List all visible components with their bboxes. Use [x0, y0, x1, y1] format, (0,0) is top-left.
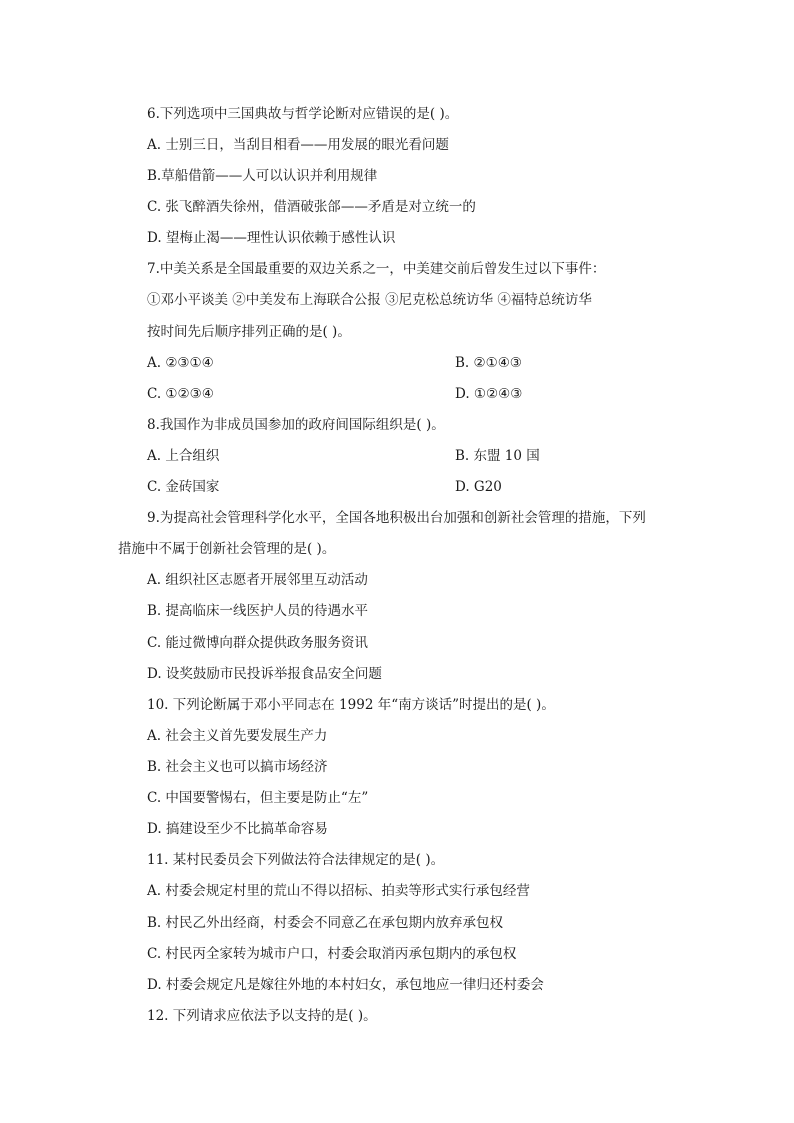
- q11-option-a: A. 村委会规定村里的荒山不得以招标、拍卖等形式实行承包经营: [147, 883, 530, 899]
- q8-option-c: C. 金砖国家: [147, 479, 220, 495]
- q6-option-a: A. 士别三日，当刮目相看——用发展的眼光看问题: [147, 137, 449, 153]
- q10-option-a: A. 社会主义首先要发展生产力: [147, 728, 328, 744]
- q8-option-a: A. 上合组织: [147, 448, 220, 464]
- q9-stem-line1: 9.为提高社会管理科学化水平，全国各地积极出台加强和创新社会管理的措施，下列: [147, 510, 646, 526]
- q8-option-b: B. 东盟 10 国: [455, 448, 540, 464]
- q10-stem: 10. 下列论断属于邓小平同志在 1992 年“南方谈话”时提出的是( )。: [147, 697, 555, 713]
- q7-option-a: A. ②③①④: [147, 355, 214, 371]
- q8-option-d: D. G20: [455, 479, 502, 495]
- q9-option-d: D. 设奖鼓励市民投诉举报食品安全问题: [147, 666, 382, 682]
- q12-stem: 12. 下列请求应依法予以支持的是( )。: [147, 1008, 377, 1024]
- q11-option-d: D. 村委会规定凡是嫁往外地的本村妇女，承包地应一律归还村委会: [147, 977, 544, 993]
- q6-option-c: C. 张飞醉酒失徐州，借酒破张郃——矛盾是对立统一的: [147, 199, 476, 215]
- q6-stem: 6.下列选项中三国典故与哲学论断对应错误的是( )。: [147, 106, 459, 122]
- q10-option-c: C. 中国要警惕右，但主要是防止“左”: [147, 790, 369, 806]
- q8-stem: 8.我国作为非成员国参加的政府间国际组织是( )。: [147, 417, 445, 433]
- q6-option-b: B.草船借箭——人可以认识并利用规律: [147, 168, 378, 184]
- q7-option-d: D. ①②④③: [455, 386, 523, 402]
- q10-option-d: D. 搞建设至少不比搞革命容易: [147, 821, 328, 837]
- q7-events: ①邓小平谈美 ②中美发布上海联合公报 ③尼克松总统访华 ④福特总统访华: [147, 292, 592, 308]
- q10-option-b: B. 社会主义也可以搞市场经济: [147, 759, 328, 775]
- q9-option-c: C. 能过微博向群众提供政务服务资讯: [147, 635, 368, 651]
- q7-option-b: B. ②①④③: [455, 355, 522, 371]
- q7-ask: 按时间先后顺序排列正确的是( )。: [147, 324, 351, 340]
- q6-option-d: D. 望梅止渴——理性认识依赖于感性认识: [147, 230, 396, 246]
- q7-option-c: C. ①②③④: [147, 386, 214, 402]
- q7-stem: 7.中美关系是全国最重要的双边关系之一，中美建交前后曾发生过以下事件：: [147, 261, 606, 277]
- q9-option-b: B. 提高临床一线医护人员的待遇水平: [147, 603, 369, 619]
- q11-option-b: B. 村民乙外出经商，村委会不同意乙在承包期内放弃承包权: [147, 915, 504, 931]
- q11-option-c: C. 村民丙全家转为城市户口，村委会取消丙承包期内的承包权: [147, 946, 517, 962]
- q11-stem: 11. 某村民委员会下列做法符合法律规定的是( )。: [147, 852, 445, 868]
- q9-stem-line2: 措施中不属于创新社会管理的是( )。: [118, 541, 336, 557]
- q9-option-a: A. 组织社区志愿者开展邻里互动活动: [147, 572, 368, 588]
